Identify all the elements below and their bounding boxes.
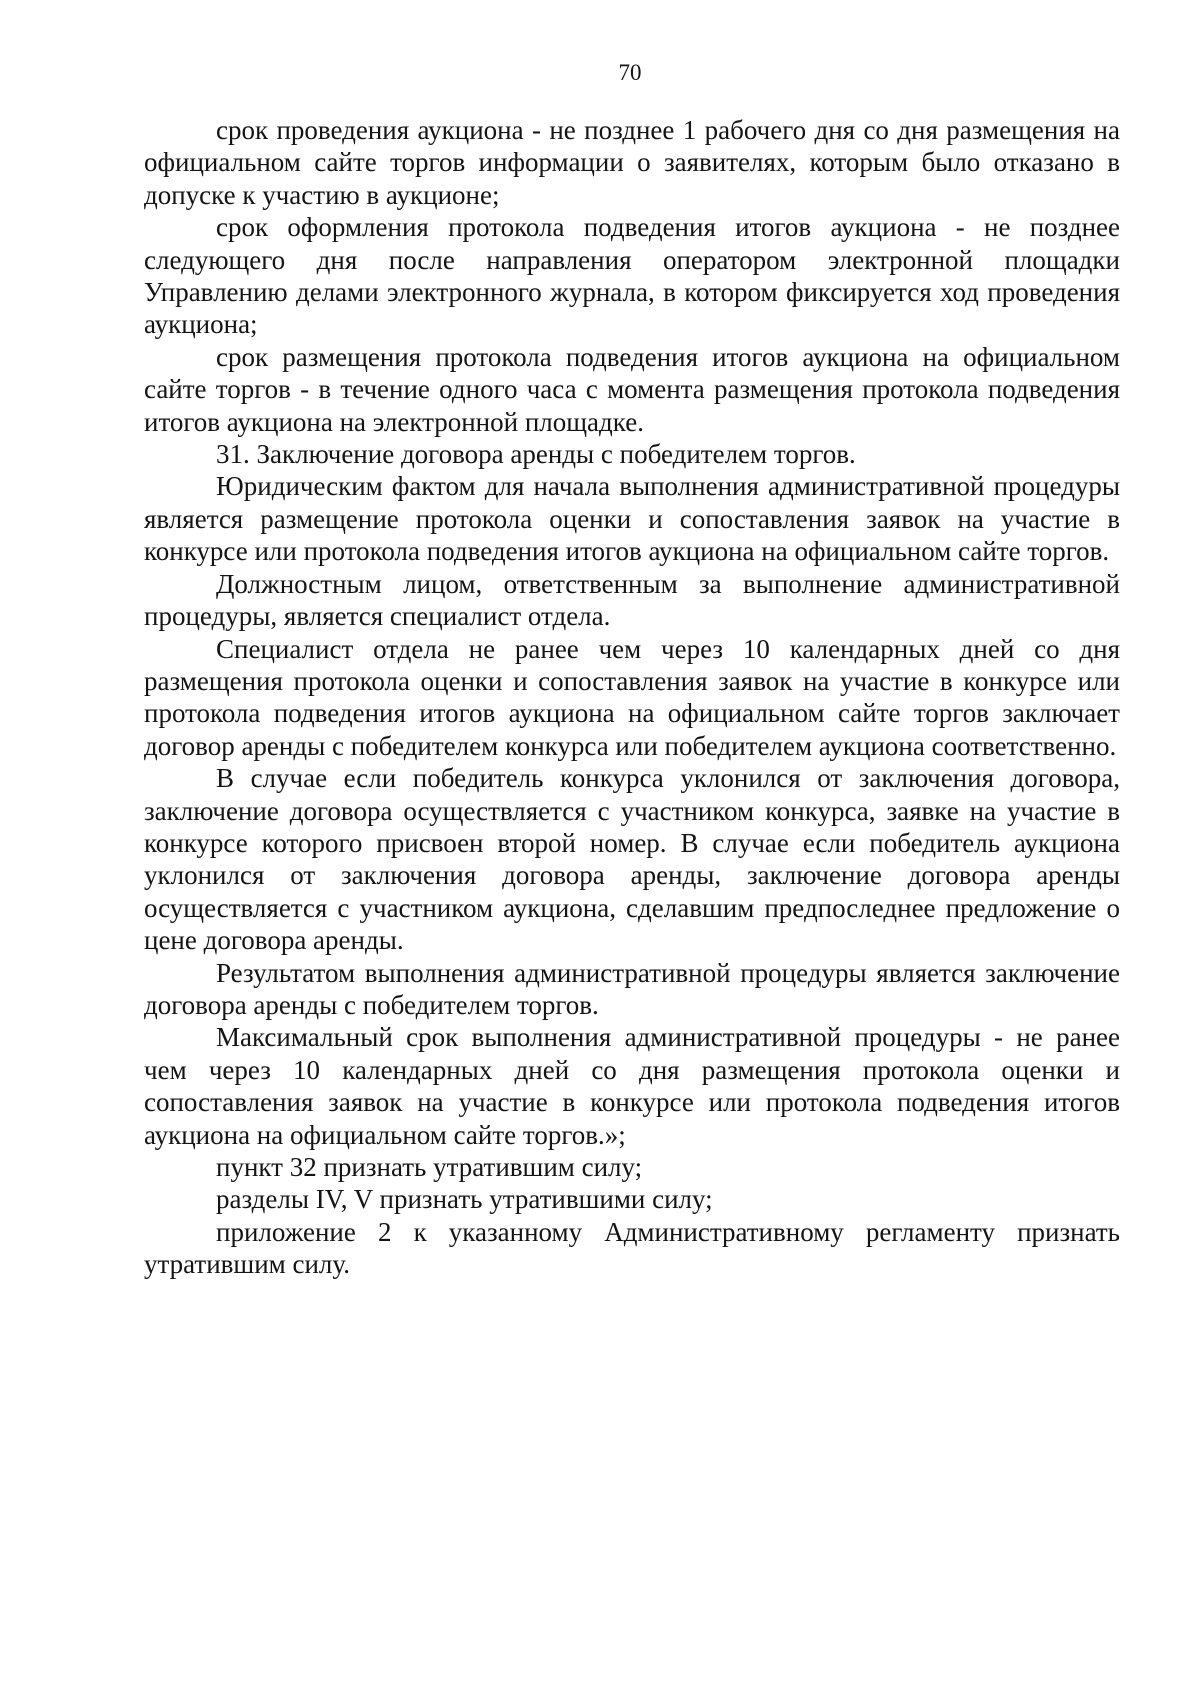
paragraph-protocol-deadline: срок оформления протокола подведения итогов аукциона - не позднее следующего дня после направления оператором электронной площадки Управлению делами электронного журнала, в котором фиксируется ход проведения аукциона; <box>144 212 1120 340</box>
paragraph-section-31-heading: 31. Заключение договора аренды с победителем торгов. <box>216 439 856 470</box>
page-number: 70 <box>618 60 642 85</box>
document-body <box>144 114 1120 1281</box>
paragraph-result: Результатом выполнения административной процедуры является заключение договора аренды с победителем торгов. <box>144 957 1120 1020</box>
paragraph-max-deadline: Максимальный срок выполнения административной процедуры - не ранее чем через 10 календарных дней со дня размещения протокола оценки и сопоставления заявок на участие в конкурсе или протокола подведения итогов аукциона на официальном сайте торгов.»; <box>144 1022 1120 1150</box>
paragraph-contract-conclusion: Специалист отдела не ранее чем через 10 календарных дней со дня размещения протокола оценки и сопоставления заявок на участие в конкурсе или протокола подведения итогов аукциона на официальном сайте торгов заключает договор аренды с победителем конкурса или победителем аукциона соответственно. <box>144 633 1120 761</box>
paragraph-legal-fact: Юридическим фактом для начала выполнения административной процедуры является размещение протокола оценки и сопоставления заявок на участие в конкурсе или протокола подведения итогов аукциона на официальном сайте торгов. <box>144 471 1120 567</box>
paragraph-item-32-void: пункт 32 признать утратившим силу; <box>216 1152 643 1182</box>
paragraph-auction-deadline: срок проведения аукциона - не позднее 1 рабочего дня со дня размещения на официальном сайте торгов информации о заявителях, которым было отказано в допуске к участию в аукционе; <box>144 115 1120 210</box>
paragraph-winner-evasion: В случае если победитель конкурса уклонился от заключения договора, заключение договора осуществляется с участником конкурса, заявке на участие в конкурсе которого присвоен второй номер. В случае если победитель аукциона уклонился от заключения договора аренды, заключение договора аренды осуществляется с участником аукциона, сделавшим предпоследнее предложение о цене договора аренды. <box>144 763 1120 956</box>
paragraph-sections-void: разделы IV, V признать утратившими силу; <box>216 1184 713 1215</box>
paragraph-protocol-publication: срок размещения протокола подведения итогов аукциона на официальном сайте торгов - в течение одного часа с момента размещения протокола подведения итогов аукциона на электронной площадке. <box>144 341 1120 437</box>
paragraph-responsible-official: Должностным лицом, ответственным за выполнение административной процедуры, является специалист отдела. <box>144 568 1120 632</box>
paragraph-appendix-void: приложение 2 к указанному Административному регламенту признать утратившим силу. <box>144 1216 1120 1280</box>
